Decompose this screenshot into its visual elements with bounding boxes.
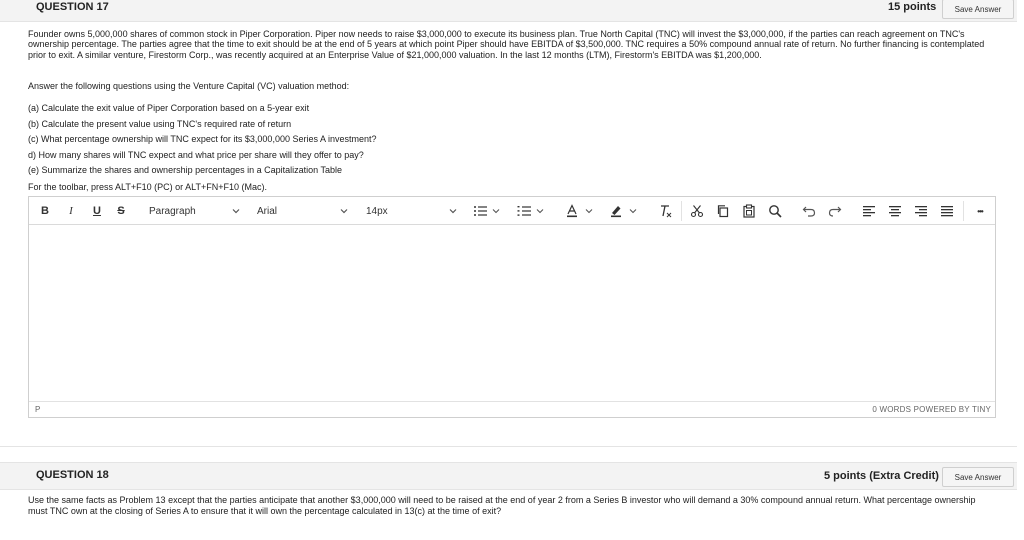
subquestion-d: d) How many shares will TNC expect and what price per share will they offer to pay? [28,150,364,160]
block-format-value: Paragraph [149,205,196,217]
editor-toolbar [29,197,995,225]
underline-button[interactable]: U [93,205,101,217]
question-18-header [0,462,1017,490]
align-right-button[interactable] [913,202,929,220]
undo-icon [802,204,816,218]
numbered-list-button[interactable] [517,202,547,220]
strikethrough-button[interactable]: S [117,205,125,217]
text-color-icon [565,204,597,218]
bullet-list-button[interactable] [473,202,503,220]
highlighter-icon [609,204,641,218]
align-justify-icon [940,204,954,218]
rich-text-editor [28,196,996,418]
align-center-button[interactable] [887,202,903,220]
font-size-dropdown[interactable] [366,202,458,220]
question-instruction: Answer the following questions using the Venture Capital (VC) valuation method: [28,81,350,91]
question-divider [0,446,1017,447]
word-count-area [872,405,991,414]
numbered-list-icon [517,204,547,218]
align-right-icon [914,204,928,218]
question-points: 15 points [888,1,937,13]
subquestion-e: (e) Summarize the shares and ownership percentages in a Capitalization Table [28,165,343,175]
align-left-icon [862,204,876,218]
editor-statusbar [29,401,995,417]
subquestion-c: (c) What percentage ownership will TNC expect for its $3,000,000 Series A investment? [28,134,377,144]
copy-icon [716,204,730,218]
align-center-icon [888,204,902,218]
toolbar-separator [681,201,682,221]
text-color-button[interactable] [565,202,597,220]
subquestion-a: (a) Calculate the exit value of Piper Corporation based on a 5-year exit [28,103,310,113]
toolbar-separator [963,201,964,221]
element-path[interactable]: P [35,405,41,414]
answer-text-area[interactable] [29,226,995,401]
question-points: 5 points (Extra Credit) [824,470,939,482]
save-answer-button[interactable]: Save Answer [942,467,1014,487]
align-left-button[interactable] [861,202,877,220]
subquestion-b: (b) Calculate the present value using TNC's required rate of return [28,119,292,129]
clipboard-icon [742,204,756,218]
chevron-down-icon [448,206,458,216]
paste-button[interactable] [741,202,757,220]
block-format-dropdown[interactable] [149,202,241,220]
question-title: QUESTION 17 [36,1,109,13]
search-icon [768,204,782,218]
redo-button[interactable] [827,202,843,220]
scissors-icon [690,204,704,218]
word-count[interactable]: 0 WORDS [872,405,912,414]
highlight-color-button[interactable] [609,202,641,220]
question-prompt: Use the same facts as Problem 13 except that the parties anticipate that another $3,000,000 will need to be raised at the end of year 2 from a Series B investor who will demand a 30% compound annual return. What percentage ownership must TNC own at the closing of Series A to ensure that it will own the percentage calculated in 13(c) at the time of exit? [28,495,976,516]
powered-by-link[interactable]: POWERED BY TINY [913,405,991,414]
font-size-value: 14px [366,205,388,217]
copy-button[interactable] [715,202,731,220]
toolbar-hint: For the toolbar, press ALT+F10 (PC) or ALT+FN+F10 (Mac). [28,182,268,192]
font-family-dropdown[interactable] [257,202,349,220]
find-replace-button[interactable] [767,202,783,220]
italic-button[interactable]: I [69,205,73,217]
more-options-button[interactable]: ••• [977,206,983,216]
bullet-list-icon [473,204,503,218]
question-title: QUESTION 18 [36,469,109,481]
clear-formatting-button[interactable] [657,202,673,220]
question-prompt: Founder owns 5,000,000 shares of common stock in Piper Corporation. Piper now needs to raise $3,000,000 to execute its business plan. True North Capital (TNC) will invest the $3,000,000, if the parties can reach agreement on TNC's ownership percentage. The parties agree that the time to exit should be at the end of 5 years at which point Piper should have EBITDA of $3,500,000. TNC requires a 50% compound annual rate of return. No further financing is contemplated prior to exit. A similar venture, Firestorm Corp., was recently acquired at an Enterprise Value of $21,000,000 valuation. In the last 12 months (LTM), Firestorm's EBITDA was $1,200,000. [28,29,985,60]
save-answer-button[interactable]: Save Answer [942,0,1014,19]
chevron-down-icon [339,206,349,216]
chevron-down-icon [231,206,241,216]
cut-button[interactable] [689,202,705,220]
question-17-header [0,0,1017,22]
align-justify-button[interactable] [939,202,955,220]
font-family-value: Arial [257,205,278,217]
redo-icon [828,204,842,218]
undo-button[interactable] [801,202,817,220]
clear-formatting-icon [658,204,672,218]
bold-button[interactable]: B [41,205,49,217]
